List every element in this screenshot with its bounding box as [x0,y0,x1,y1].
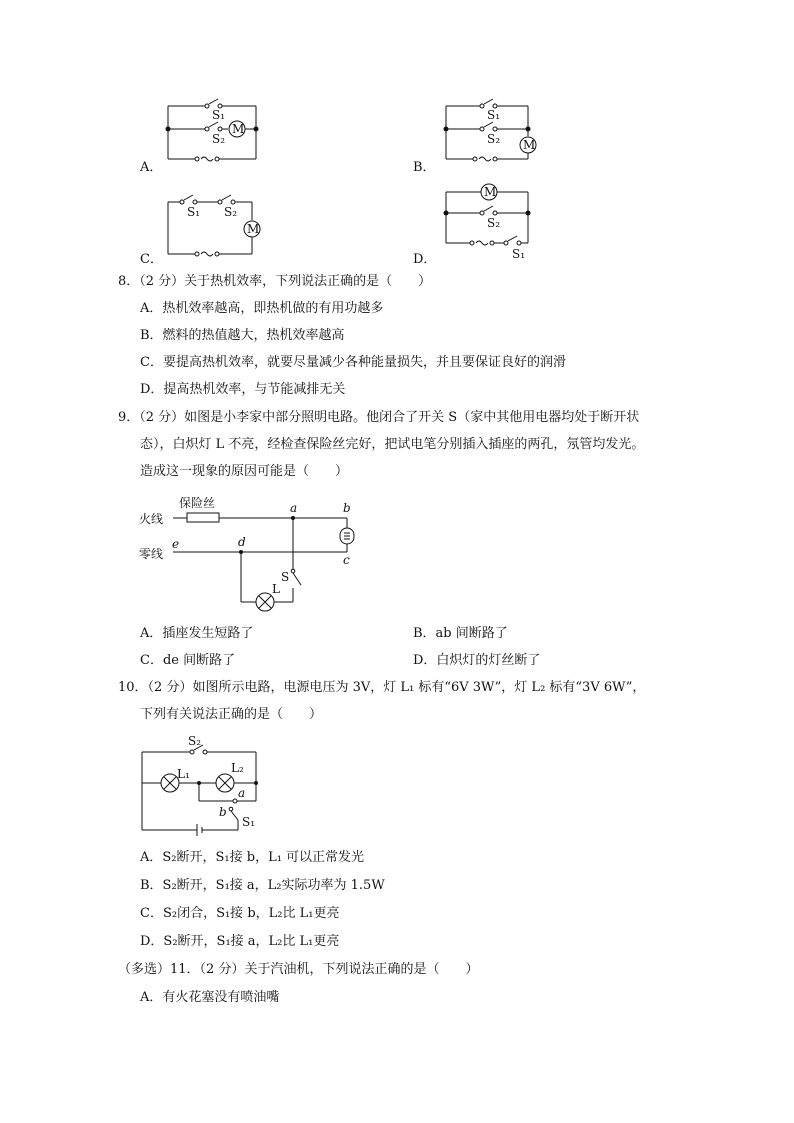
q7-circuit-c [160,192,270,262]
q9-stem-line3: 造成这一现象的原因可能是（ ） [140,464,349,479]
motor-icon: M [232,122,245,136]
lamp-l-label: L [272,582,280,596]
q7-option-d-label[interactable]: D． [413,252,437,267]
motor-icon: M [484,185,497,199]
lamp-l1-label: L₁ [177,767,190,781]
q7-option-a-label[interactable]: A． [140,160,163,175]
point-c-label: c [343,553,350,567]
s1-label: S₁ [187,205,201,219]
point-d-label: d [238,535,246,549]
s2-label: S₂ [487,216,501,230]
q9-option-d[interactable]: D．白炽灯的灯丝断了 [413,653,541,668]
q8-option-c[interactable]: C．要提高热机效率，就要尽量减少各种能量损失，并且要保证良好的润滑 [140,355,566,370]
s2-label: S₂ [224,205,238,219]
point-e-label: e [172,537,180,551]
s1-label: S₁ [212,108,226,122]
q9-circuit-figure [135,490,375,620]
motor-icon: M [247,222,260,236]
q10-option-b[interactable]: B．S₂断开，S₁接 a，L₂实际功率为 1.5W [140,878,385,893]
q7-circuit-b [440,98,550,168]
q10-option-c[interactable]: C．S₂闭合，S₁接 b，L₂比 L₁更亮 [140,906,340,921]
s1-label: S₁ [512,247,526,261]
q10-stem-line1: 10．（2 分）如图所示电路，电源电压为 3V，灯 L₁ 标有“6V 3W”，灯 L₂ 标有“3V 6W”， [118,680,646,695]
switch-s-label: S [281,570,290,584]
q8-option-b[interactable]: B．燃料的热值越大，热机效率越高 [140,328,345,343]
q10-option-a[interactable]: A．S₂断开，S₁接 b，L₁ 可以正常发光 [140,850,365,865]
q11-option-a[interactable]: A．有火花塞没有喷油嘴 [140,990,280,1005]
q11-stem: （多选）11．（2 分）关于汽油机，下列说法正确的是（ ） [118,962,479,977]
neutral-wire-label: 零线 [139,547,164,561]
s1-switch-label: S₁ [242,815,256,829]
fuse-label: 保险丝 [179,496,216,510]
q7-option-c-label[interactable]: C． [140,252,163,267]
s2-switch-label: S₂ [188,734,202,748]
q9-option-c[interactable]: C．de 间断路了 [140,653,236,668]
q7-option-b-label[interactable]: B． [413,160,436,175]
contact-b-label: b [219,805,227,819]
q7-circuit-d [440,182,550,262]
q9-option-a[interactable]: A．插座发生短路了 [140,626,254,641]
s2-label: S₂ [487,132,501,146]
q8-option-d[interactable]: D．提高热机效率，与节能减排无关 [140,382,346,397]
lamp-l2-label: L₂ [231,761,244,775]
s2-label: S₂ [212,132,226,146]
q10-circuit-figure [135,730,275,835]
q10-stem-line2: 下列有关说法正确的是（ ） [140,707,323,722]
q7-circuit-a [160,98,270,168]
contact-a-label: a [238,786,246,800]
q9-stem-line1: 9．（2 分）如图是小李家中部分照明电路。他闭合了开关 S（家中其他用电器均处于断开状 [118,410,640,425]
q9-stem-line2: 态），白炽灯 L 不亮，经检查保险丝完好，把试电笔分别插入插座的两孔，氖管均发光。 [140,437,645,452]
point-b-label: b [343,501,351,515]
live-wire-label: 火线 [139,512,164,526]
motor-icon: M [523,138,536,152]
q8-option-a[interactable]: A．热机效率越高，即热机做的有用功越多 [140,301,384,316]
s1-label: S₁ [487,108,501,122]
point-a-label: a [290,501,298,515]
q8-stem: 8．（2 分）关于热机效率，下列说法正确的是（ ） [118,274,432,289]
q10-option-d[interactable]: D．S₂断开，S₁接 a，L₂比 L₁更亮 [140,934,340,949]
q9-option-b[interactable]: B．ab 间断路了 [413,626,508,641]
